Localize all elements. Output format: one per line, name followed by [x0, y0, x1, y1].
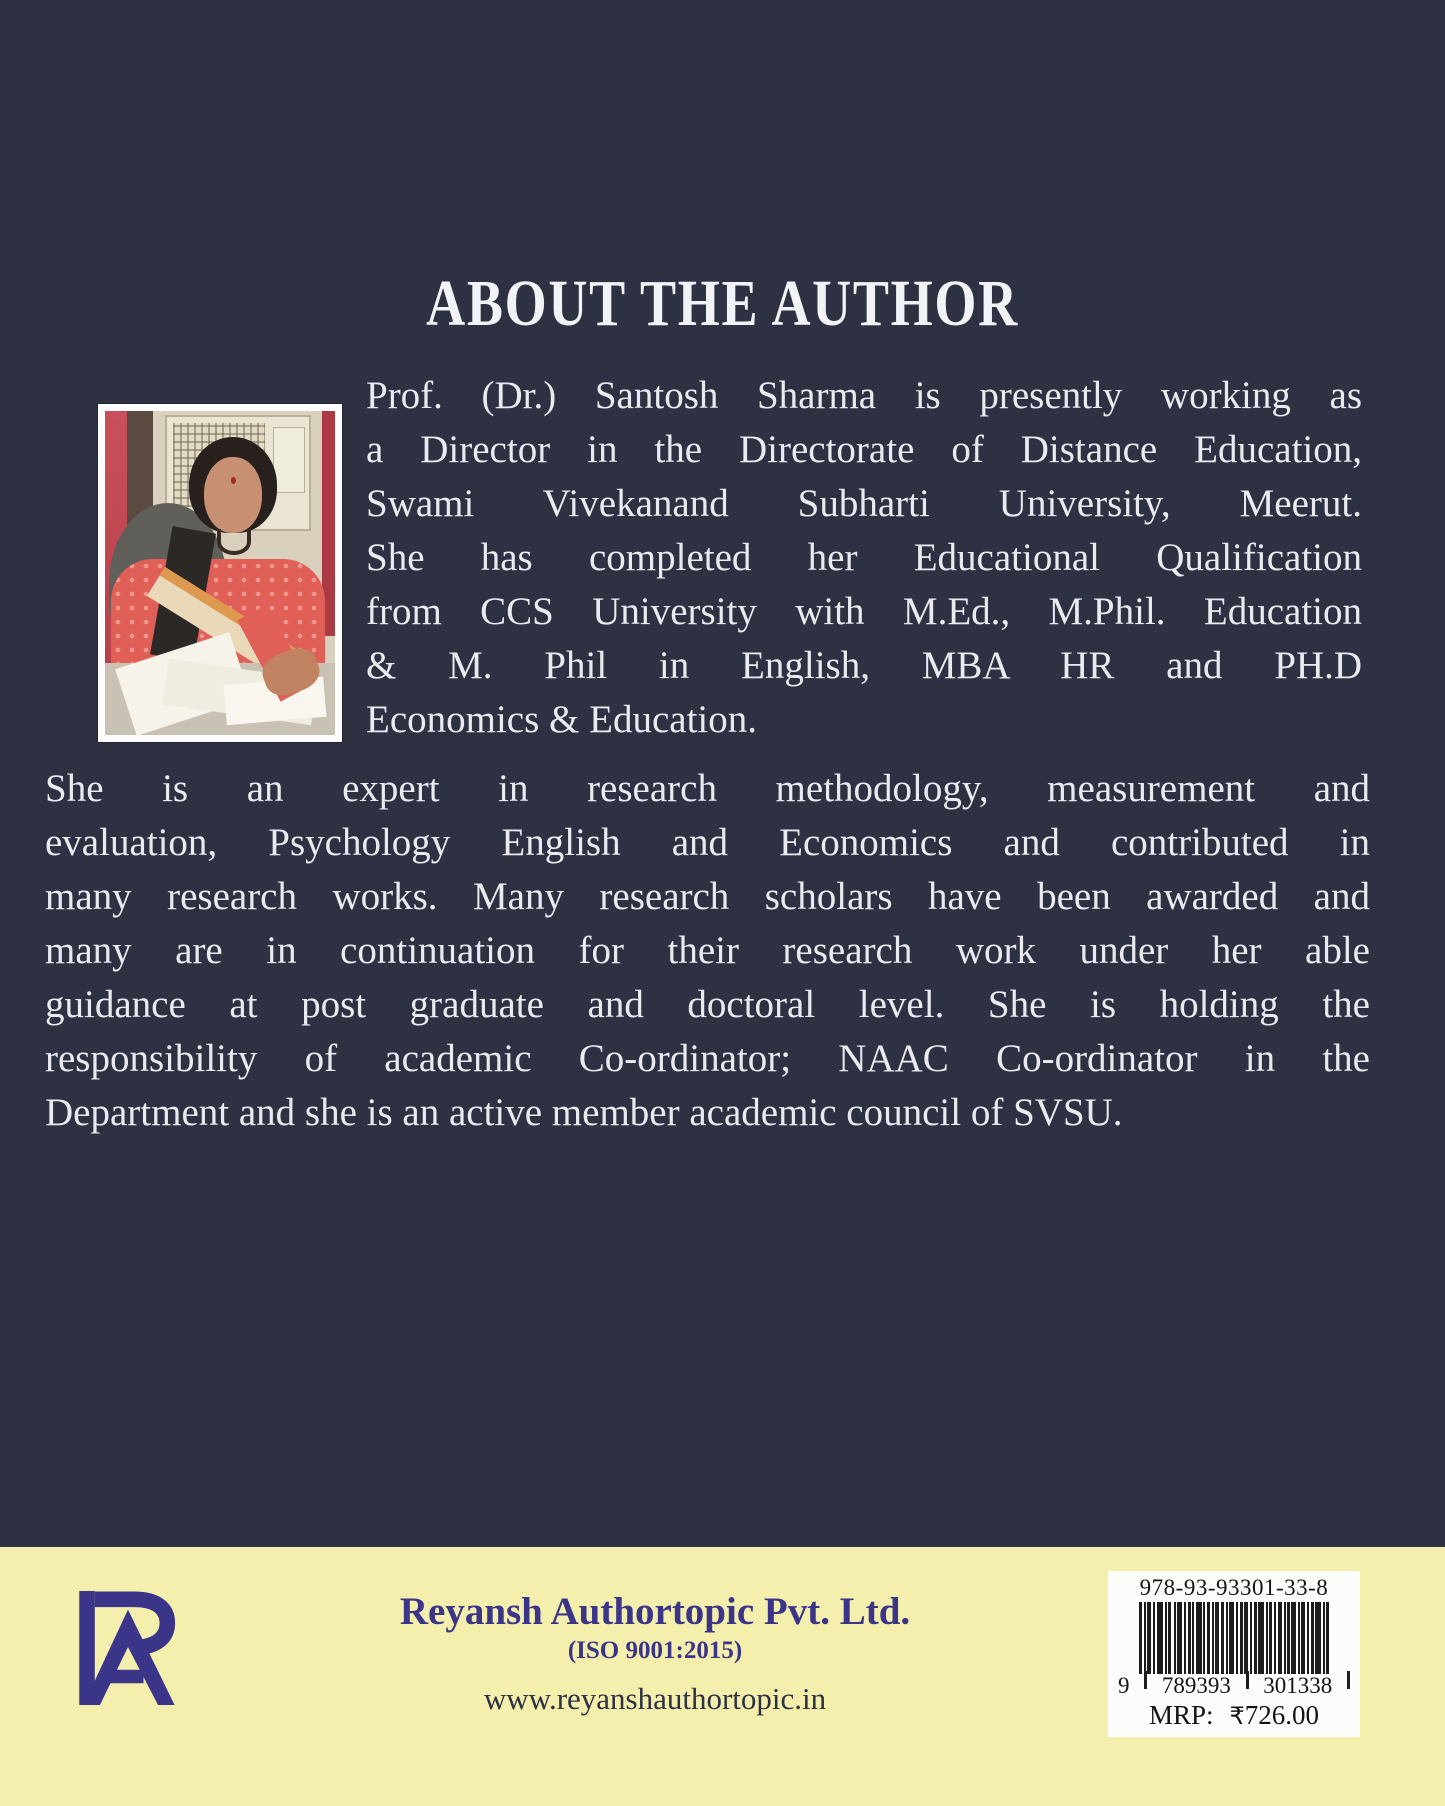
mrp-amount: 726.00: [1244, 1700, 1320, 1730]
price-row: [1116, 1700, 1352, 1731]
mrp-value: [1230, 1700, 1320, 1731]
author-photo-scene: [105, 411, 335, 735]
photo-author-bindi: [231, 477, 236, 484]
publisher-band: [0, 1547, 1445, 1806]
barcode-guard-bar: [1347, 1671, 1350, 1689]
photo-ac-panel: [273, 427, 305, 493]
publisher-website: www.reyanshauthortopic.in: [483, 1681, 827, 1716]
bio-line: She is an expert in research methodology, measurement and: [45, 767, 1370, 810]
publisher-name: Reyansh Authortopic Pvt. Ltd.: [399, 1590, 911, 1633]
publisher-logo-ra-monogram: [74, 1591, 184, 1705]
bio-line: from CCS University with M.Ed., M.Phil. Education: [366, 590, 1362, 633]
bio-lead-paragraph: [366, 369, 1362, 747]
bio-line: Department and she is an active member academic council of SVSU.: [45, 1091, 1123, 1134]
isbn-number: 978-93-93301-33-8: [1139, 1575, 1329, 1600]
bio-line: Economics & Education.: [366, 698, 757, 741]
photo-author-necklace: [217, 529, 251, 555]
publisher-block: [300, 1591, 1010, 1717]
bio-line: many are in continuation for their research work under her able: [45, 929, 1370, 972]
bio-line: many research works. Many research scholars have been awarded and: [45, 875, 1370, 918]
bio-line: & M. Phil in English, MBA HR and PH.D: [366, 644, 1362, 687]
mrp-label: MRP:: [1148, 1700, 1214, 1730]
photo-author-face: [204, 457, 262, 533]
author-photo: [98, 404, 342, 742]
bio-line: responsibility of academic Co-ordinator; NAAC Co-ordinator in the: [45, 1037, 1370, 1080]
barcode-digit-group: 9: [1118, 1673, 1130, 1698]
barcode-box: [1108, 1571, 1360, 1737]
bio-line: Swami Vivekanand Subharti University, Meerut.: [366, 482, 1362, 525]
bio-line: evaluation, Psychology English and Economics and contributed in: [45, 821, 1370, 864]
bio-body-paragraph: [45, 762, 1370, 1140]
bio-line: Prof. (Dr.) Santosh Sharma is presently working as: [366, 374, 1362, 417]
barcode-digit-group: 789393: [1161, 1673, 1231, 1698]
barcode-guard-bar: [1144, 1671, 1147, 1689]
barcode-digit-group: 301338: [1263, 1673, 1333, 1698]
barcode-guard-bar: [1246, 1671, 1249, 1689]
bio-line: a Director in the Directorate of Distance Education,: [366, 428, 1362, 471]
barcode-bars: [1120, 1602, 1348, 1674]
bio-line: She has completed her Educational Qualification: [366, 536, 1362, 579]
publisher-iso-certification: (ISO 9001:2015): [567, 1637, 743, 1664]
barcode-digits: [1116, 1674, 1352, 1698]
rupee-symbol-icon: ₹: [1229, 1702, 1245, 1730]
page-title: ABOUT THE AUTHOR: [426, 267, 1019, 340]
bio-line: guidance at post graduate and doctoral level. She is holding the: [45, 983, 1370, 1026]
